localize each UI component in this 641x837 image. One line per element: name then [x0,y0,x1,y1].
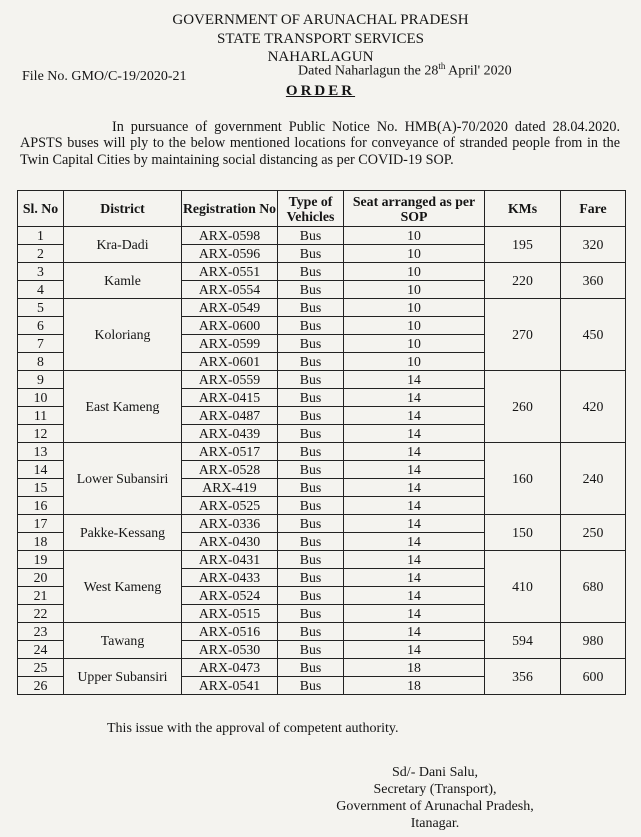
order-paragraph [20,119,620,168]
cell-fare: 250 [561,515,626,551]
cell-vehicle-type: Bus [278,227,344,245]
cell-registration-no: ARX-0596 [182,245,278,263]
cell-sl-no: 9 [18,371,64,389]
cell-seat-arranged: 10 [344,335,485,353]
cell-seat-arranged: 10 [344,245,485,263]
cell-vehicle-type: Bus [278,407,344,425]
cell-fare: 320 [561,227,626,263]
cell-vehicle-type: Bus [278,461,344,479]
cell-registration-no: ARX-0541 [182,677,278,695]
cell-seat-arranged: 14 [344,389,485,407]
cell-vehicle-type: Bus [278,317,344,335]
cell-registration-no: ARX-0439 [182,425,278,443]
cell-fare: 600 [561,659,626,695]
cell-sl-no: 15 [18,479,64,497]
cell-seat-arranged: 14 [344,641,485,659]
cell-district: East Kameng [64,371,182,443]
cell-sl-no: 19 [18,551,64,569]
cell-kms: 260 [485,371,561,443]
cell-fare: 420 [561,371,626,443]
cell-vehicle-type: Bus [278,425,344,443]
header-kms: KMs [485,191,561,227]
cell-registration-no: ARX-0430 [182,533,278,551]
cell-seat-arranged: 14 [344,587,485,605]
cell-kms: 594 [485,623,561,659]
cell-registration-no: ARX-0515 [182,605,278,623]
cell-seat-arranged: 14 [344,497,485,515]
signatory-name: Sd/- Dani Salu, [392,765,478,780]
cell-seat-arranged: 14 [344,623,485,641]
header-seat-arranged: Seat arranged as per SOP [344,191,485,227]
cell-fare: 980 [561,623,626,659]
cell-sl-no: 20 [18,569,64,587]
cell-fare: 360 [561,263,626,299]
cell-fare: 680 [561,551,626,623]
cell-vehicle-type: Bus [278,335,344,353]
cell-registration-no: ARX-0549 [182,299,278,317]
cell-sl-no: 14 [18,461,64,479]
cell-sl-no: 17 [18,515,64,533]
cell-sl-no: 25 [18,659,64,677]
cell-sl-no: 21 [18,587,64,605]
cell-sl-no: 1 [18,227,64,245]
cell-registration-no: ARX-0551 [182,263,278,281]
cell-registration-no: ARX-0601 [182,353,278,371]
cell-seat-arranged: 18 [344,659,485,677]
table-row [18,623,626,641]
cell-sl-no: 11 [18,407,64,425]
header-sl-no: Sl. No [18,191,64,227]
cell-registration-no: ARX-0433 [182,569,278,587]
cell-seat-arranged: 14 [344,605,485,623]
cell-fare: 450 [561,299,626,371]
date-suffix: April' 2020 [445,63,512,79]
cell-vehicle-type: Bus [278,569,344,587]
cell-seat-arranged: 14 [344,371,485,389]
cell-district: Pakke-Kessang [64,515,182,551]
cell-seat-arranged: 14 [344,479,485,497]
cell-vehicle-type: Bus [278,587,344,605]
approval-note: This issue with the approval of competent authority. [107,721,399,736]
cell-registration-no: ARX-419 [182,479,278,497]
cell-district: Tawang [64,623,182,659]
cell-vehicle-type: Bus [278,659,344,677]
cell-registration-no: ARX-0431 [182,551,278,569]
header-vehicle-type: Type of Vehicles [278,191,344,227]
signatory-place: Itanagar. [410,816,460,831]
table-row [18,515,626,533]
order-date [298,61,512,80]
cell-vehicle-type: Bus [278,605,344,623]
cell-sl-no: 23 [18,623,64,641]
cell-vehicle-type: Bus [278,299,344,317]
cell-vehicle-type: Bus [278,389,344,407]
cell-sl-no: 6 [18,317,64,335]
signatory-office: Government of Arunachal Pradesh, [336,799,534,814]
table-body [18,227,626,695]
cell-vehicle-type: Bus [278,371,344,389]
table-row [18,659,626,677]
cell-sl-no: 18 [18,533,64,551]
header-fare: Fare [561,191,626,227]
cell-vehicle-type: Bus [278,263,344,281]
cell-registration-no: ARX-0559 [182,371,278,389]
cell-seat-arranged: 14 [344,443,485,461]
order-title [0,83,641,100]
header-district: District [64,191,182,227]
cell-district: Kamle [64,263,182,299]
cell-vehicle-type: Bus [278,353,344,371]
cell-registration-no: ARX-0530 [182,641,278,659]
cell-registration-no: ARX-0336 [182,515,278,533]
table-header-row [18,191,626,227]
file-number: File No. GMO/C-19/2020-21 [22,69,187,84]
table-row [18,299,626,317]
cell-district: Lower Subansiri [64,443,182,515]
table-row [18,371,626,389]
order-title-text: ORDER [285,83,356,99]
cell-vehicle-type: Bus [278,443,344,461]
bus-schedule-table [17,190,626,695]
cell-kms: 410 [485,551,561,623]
cell-registration-no: ARX-0600 [182,317,278,335]
cell-sl-no: 2 [18,245,64,263]
cell-vehicle-type: Bus [278,533,344,551]
cell-registration-no: ARX-0598 [182,227,278,245]
cell-kms: 195 [485,227,561,263]
cell-sl-no: 26 [18,677,64,695]
cell-seat-arranged: 10 [344,353,485,371]
table-row [18,227,626,245]
cell-sl-no: 4 [18,281,64,299]
cell-kms: 160 [485,443,561,515]
cell-vehicle-type: Bus [278,641,344,659]
signatory-designation: Secretary (Transport), [373,782,497,797]
header-government: GOVERNMENT OF ARUNACHAL PRADESH [172,12,469,28]
cell-seat-arranged: 10 [344,317,485,335]
cell-vehicle-type: Bus [278,515,344,533]
cell-seat-arranged: 14 [344,551,485,569]
cell-vehicle-type: Bus [278,623,344,641]
paragraph-text: In pursuance of government Public Notice No. HMB(A)-70/2020 dated 28.04.2020. APSTS buses will ply to the below mentioned locations for conveyance of stranded people from in the Twin Capital Cities by maintaining social distancing as per COVID-19 SOP. [20,119,620,168]
cell-registration-no: ARX-0517 [182,443,278,461]
header-registration-no: Registration No [182,191,278,227]
cell-sl-no: 13 [18,443,64,461]
cell-registration-no: ARX-0528 [182,461,278,479]
cell-seat-arranged: 14 [344,533,485,551]
table-row [18,263,626,281]
cell-seat-arranged: 18 [344,677,485,695]
cell-vehicle-type: Bus [278,677,344,695]
cell-registration-no: ARX-0487 [182,407,278,425]
cell-seat-arranged: 14 [344,515,485,533]
cell-seat-arranged: 14 [344,461,485,479]
header-department: STATE TRANSPORT SERVICES [216,31,425,47]
cell-vehicle-type: Bus [278,551,344,569]
cell-sl-no: 22 [18,605,64,623]
cell-registration-no: ARX-0473 [182,659,278,677]
cell-seat-arranged: 14 [344,569,485,587]
cell-sl-no: 3 [18,263,64,281]
table-row [18,551,626,569]
cell-vehicle-type: Bus [278,479,344,497]
cell-fare: 240 [561,443,626,515]
header-location: NAHARLAGUN [267,49,374,65]
cell-kms: 356 [485,659,561,695]
table-row [18,443,626,461]
cell-sl-no: 24 [18,641,64,659]
date-prefix: Dated Naharlagun the 28 [298,63,439,79]
cell-registration-no: ARX-0525 [182,497,278,515]
cell-kms: 270 [485,299,561,371]
cell-district: Kra-Dadi [64,227,182,263]
cell-registration-no: ARX-0516 [182,623,278,641]
cell-district: Upper Subansiri [64,659,182,695]
cell-kms: 220 [485,263,561,299]
cell-vehicle-type: Bus [278,245,344,263]
cell-seat-arranged: 10 [344,227,485,245]
cell-seat-arranged: 10 [344,263,485,281]
cell-district: Koloriang [64,299,182,371]
cell-seat-arranged: 10 [344,299,485,317]
cell-district: West Kameng [64,551,182,623]
cell-sl-no: 16 [18,497,64,515]
cell-registration-no: ARX-0599 [182,335,278,353]
cell-registration-no: ARX-0524 [182,587,278,605]
cell-vehicle-type: Bus [278,281,344,299]
cell-registration-no: ARX-0415 [182,389,278,407]
cell-sl-no: 5 [18,299,64,317]
cell-vehicle-type: Bus [278,497,344,515]
cell-kms: 150 [485,515,561,551]
cell-sl-no: 10 [18,389,64,407]
cell-seat-arranged: 14 [344,425,485,443]
cell-seat-arranged: 10 [344,281,485,299]
cell-sl-no: 7 [18,335,64,353]
cell-sl-no: 12 [18,425,64,443]
cell-sl-no: 8 [18,353,64,371]
date-ordinal: th [438,61,446,71]
cell-registration-no: ARX-0554 [182,281,278,299]
cell-seat-arranged: 14 [344,407,485,425]
